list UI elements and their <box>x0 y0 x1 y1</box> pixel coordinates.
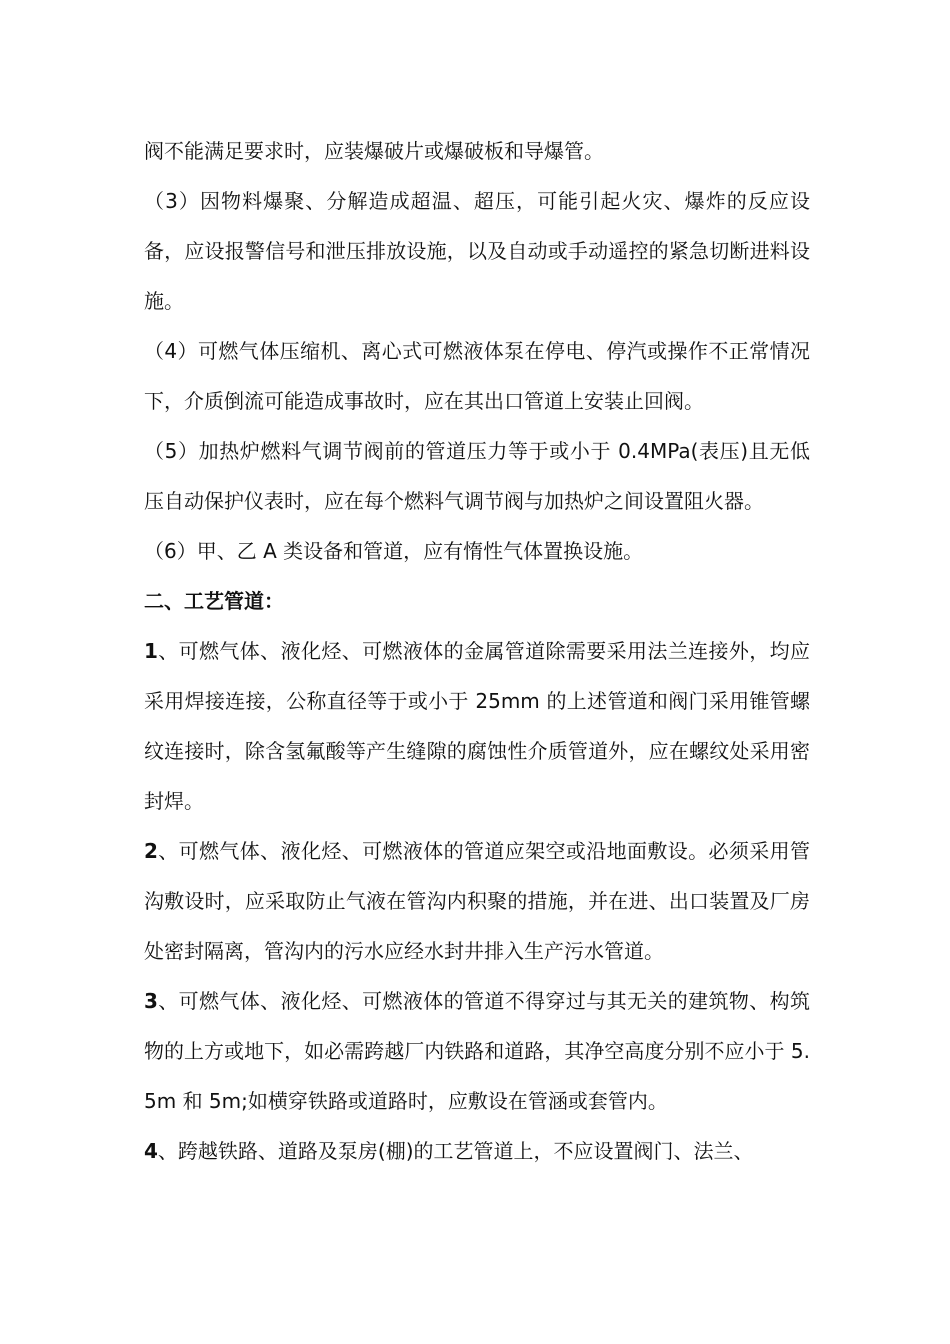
item-text: 、可燃气体、液化烃、可燃液体的管道不得穿过与其无关的建筑物、构筑物的上方或地下，如必需跨越厂内铁路和道路，其净空高度分别不应小于 5.5m 和 5m;如横穿铁路或道路时，应敷设在管涵或套管内。 <box>144 989 810 1113</box>
section-heading: 二、工艺管道： <box>144 589 284 613</box>
item-text: 、跨越铁路、道路及泵房(棚)的工艺管道上，不应设置阀门、法兰、 <box>157 1139 754 1163</box>
document-body <box>144 126 810 1176</box>
paragraph-item-5: （5）加热炉燃料气调节阀前的管道压力等于或小于 0.4MPa(表压)且无低压自动保护仪表时，应在每个燃料气调节阀与加热炉之间设置阻火器。 <box>144 439 810 513</box>
item-number: 3 <box>144 989 158 1013</box>
item-number: 1 <box>144 639 158 663</box>
paragraph-item-4: （4）可燃气体压缩机、离心式可燃液体泵在停电、停汽或操作不正常情况下，介质倒流可能造成事故时，应在其出口管道上安装止回阀。 <box>144 339 810 413</box>
numbered-item-2 <box>144 826 810 976</box>
paragraph-continuation: 阀不能满足要求时，应装爆破片或爆破板和导爆管。 <box>144 139 604 163</box>
paragraph-item-3: （3）因物料爆聚、分解造成超温、超压，可能引起火灾、爆炸的反应设备，应设报警信号和泄压排放设施，以及自动或手动遥控的紧急切断进料设施。 <box>144 189 810 313</box>
item-text: 、可燃气体、液化烃、可燃液体的管道应架空或沿地面敷设。必须采用管沟敷设时，应采取防止气液在管沟内积聚的措施，并在进、出口装置及厂房处密封隔离，管沟内的污水应经水封井排入生产污水管道。 <box>144 839 810 963</box>
numbered-item-4 <box>144 1126 810 1176</box>
item-number: 2 <box>144 839 158 863</box>
paragraph-item-6: （6）甲、乙 A 类设备和管道，应有惰性气体置换设施。 <box>144 539 644 563</box>
item-text: 、可燃气体、液化烃、可燃液体的金属管道除需要采用法兰连接外，均应采用焊接连接，公称直径等于或小于 25mm 的上述管道和阀门采用锥管螺纹连接时，除含氢氟酸等产生缝隙的腐蚀性介质管道外，应在螺纹处采用密封焊。 <box>144 639 810 813</box>
item-number: 4 <box>144 1139 158 1163</box>
numbered-item-1 <box>144 626 810 826</box>
numbered-item-3 <box>144 976 810 1126</box>
